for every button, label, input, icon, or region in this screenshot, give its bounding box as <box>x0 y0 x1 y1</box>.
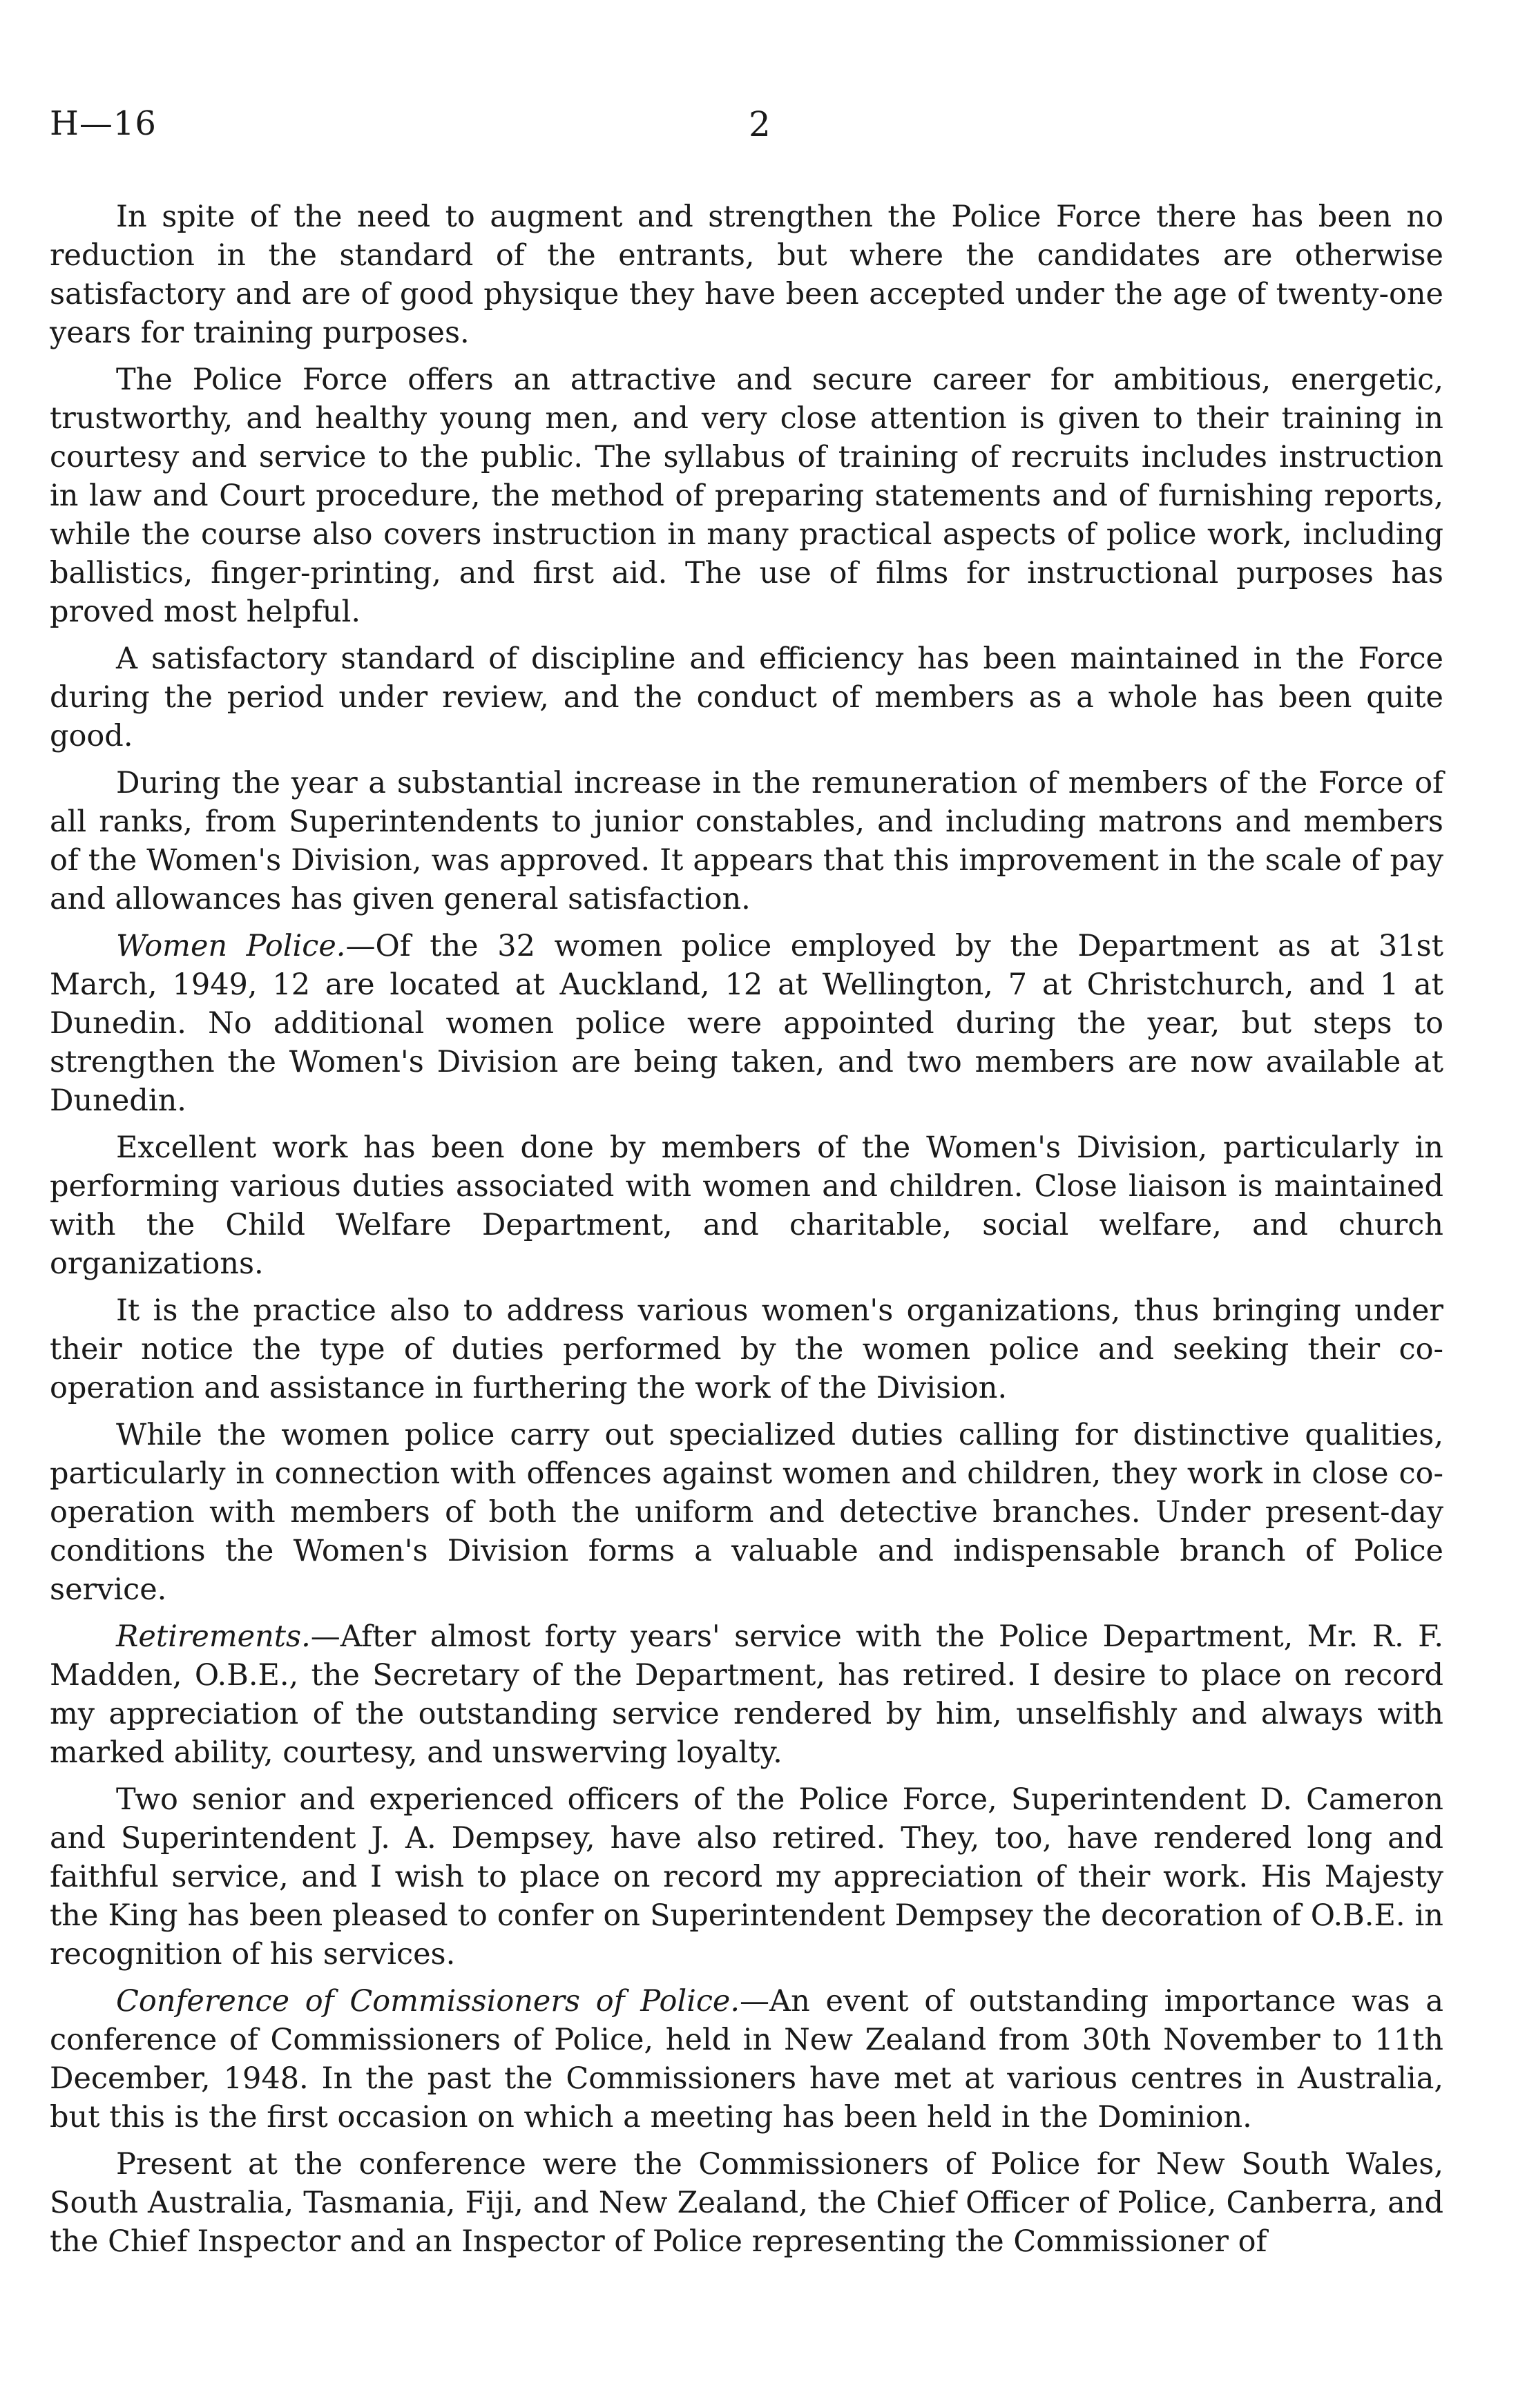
paragraph-discipline <box>50 639 1443 755</box>
paragraph-entrants <box>50 198 1443 352</box>
section-heading-women-police: Women Police. <box>116 929 346 963</box>
paragraph-text: Present at the conference were the Commissioners of Police for New South Wales, South Australia, Tasmania, Fiji, and New Zealand, the Chief Officer of Police, Canberra, and the Chief Inspector and an Inspector of Police representing the Commissioner of <box>50 2147 1443 2259</box>
paragraph-womens-division-work <box>50 1128 1443 1283</box>
paragraph-text: During the year a substantial increase in the remuneration of members of the Force of all ranks, from Superintendents to junior constables, and including matrons and members of the Women's Division, was approved. It appears that this improvement in the scale of pay and allowances has given general satisfaction. <box>50 766 1443 916</box>
paragraph-specialized-duties <box>50 1416 1443 1609</box>
paragraph-text: Two senior and experienced officers of the Police Force, Superintendent D. Cameron and Superintendent J. A. Dempsey, have also retired. They, too, have rendered long and faithful service, and I wish to place on record my appreciation of their work. His Majesty the King has been pleased to confer on Superintendent Dempsey the decoration of O.B.E. in recognition of his services. <box>50 1782 1443 1972</box>
page-number: 2 <box>749 104 771 144</box>
paragraph-text: —An event of outstanding importance was a conference of Commissioners of Police, held in New Zealand from 30th November to 11th December, 1948. In the past the Commissioners have met at various centres in Australia, but this is the first occasion on which a meeting has been held in the Dominion. <box>50 1984 1443 2135</box>
paragraph-women-police <box>50 927 1443 1120</box>
paragraph-text: In spite of the need to augment and strengthen the Police Force there has been no reduction in the standard of the entrants, but where the candidates are otherwise satisfactory and are of good physique they have been accepted under the age of twenty-one years for training purposes. <box>50 200 1443 350</box>
paragraph-retirements <box>50 1617 1443 1772</box>
paragraph-text: While the women police carry out specialized duties calling for distinctive qualities, particularly in connection with offences against women and children, they work in close co-operation with members of both the uniform and detective branches. Under present-day conditions the Women's Division forms a valuable and indispensable branch of Police service. <box>50 1418 1443 1607</box>
paragraph-text: The Police Force offers an attractive and secure career for ambitious, energetic, trustworthy, and healthy young men, and very close attention is given to their training in courtesy and service to the public. The syllabus of training of recruits includes instruction in law and Court procedure, the method of preparing statements and of furnishing reports, while the course also covers instruction in many practical aspects of police work, including ballistics, finger-printing, and first aid. The use of films for instructional purposes has proved most helpful. <box>50 363 1443 629</box>
section-heading-conference: Conference of Commissioners of Police. <box>116 1984 740 2019</box>
paragraph-conference <box>50 1982 1443 2137</box>
page-reference: H—16 <box>50 104 157 143</box>
paragraph-text: A satisfactory standard of discipline and efficiency has been maintained in the Force during the period under review, and the conduct of members as a whole has been quite good. <box>50 642 1443 753</box>
paragraph-text: It is the practice also to address various women's organizations, thus bringing under their notice the type of duties performed by the women police and seeking their co-operation and assistance in furthering the work of the Division. <box>50 1293 1443 1405</box>
paragraph-organizations <box>50 1291 1443 1407</box>
section-heading-retirements: Retirements. <box>116 1619 311 1654</box>
paragraph-text: —Of the 32 women police employed by the Department as at 31st March, 1949, 12 are located at Auckland, 12 at Wellington, 7 at Christchurch, and 1 at Dunedin. No additional women police were appointed during the year, but steps to strengthen the Women's Division are being taken, and two members are now available at Dunedin. <box>50 929 1443 1118</box>
paragraph-senior-officers <box>50 1780 1443 1974</box>
paragraph-text: —After almost forty years' service with the Police Department, Mr. R. F. Madden, O.B.E., the Secretary of the Department, has retired. I desire to place on record my appreciation of the outstanding service rendered by him, unselfishly and always with marked ability, courtesy, and unswerving loyalty. <box>50 1619 1443 1770</box>
paragraph-conference-attendees <box>50 2145 1443 2261</box>
paragraph-text: Excellent work has been done by members of the Women's Division, particularly in performing various duties associated with women and children. Close liaison is maintained with the Child Welfare Department, and charitable, social welfare, and church organizations. <box>50 1130 1443 1281</box>
paragraph-career <box>50 360 1443 631</box>
report-body <box>50 198 1443 2269</box>
paragraph-remuneration <box>50 764 1443 918</box>
